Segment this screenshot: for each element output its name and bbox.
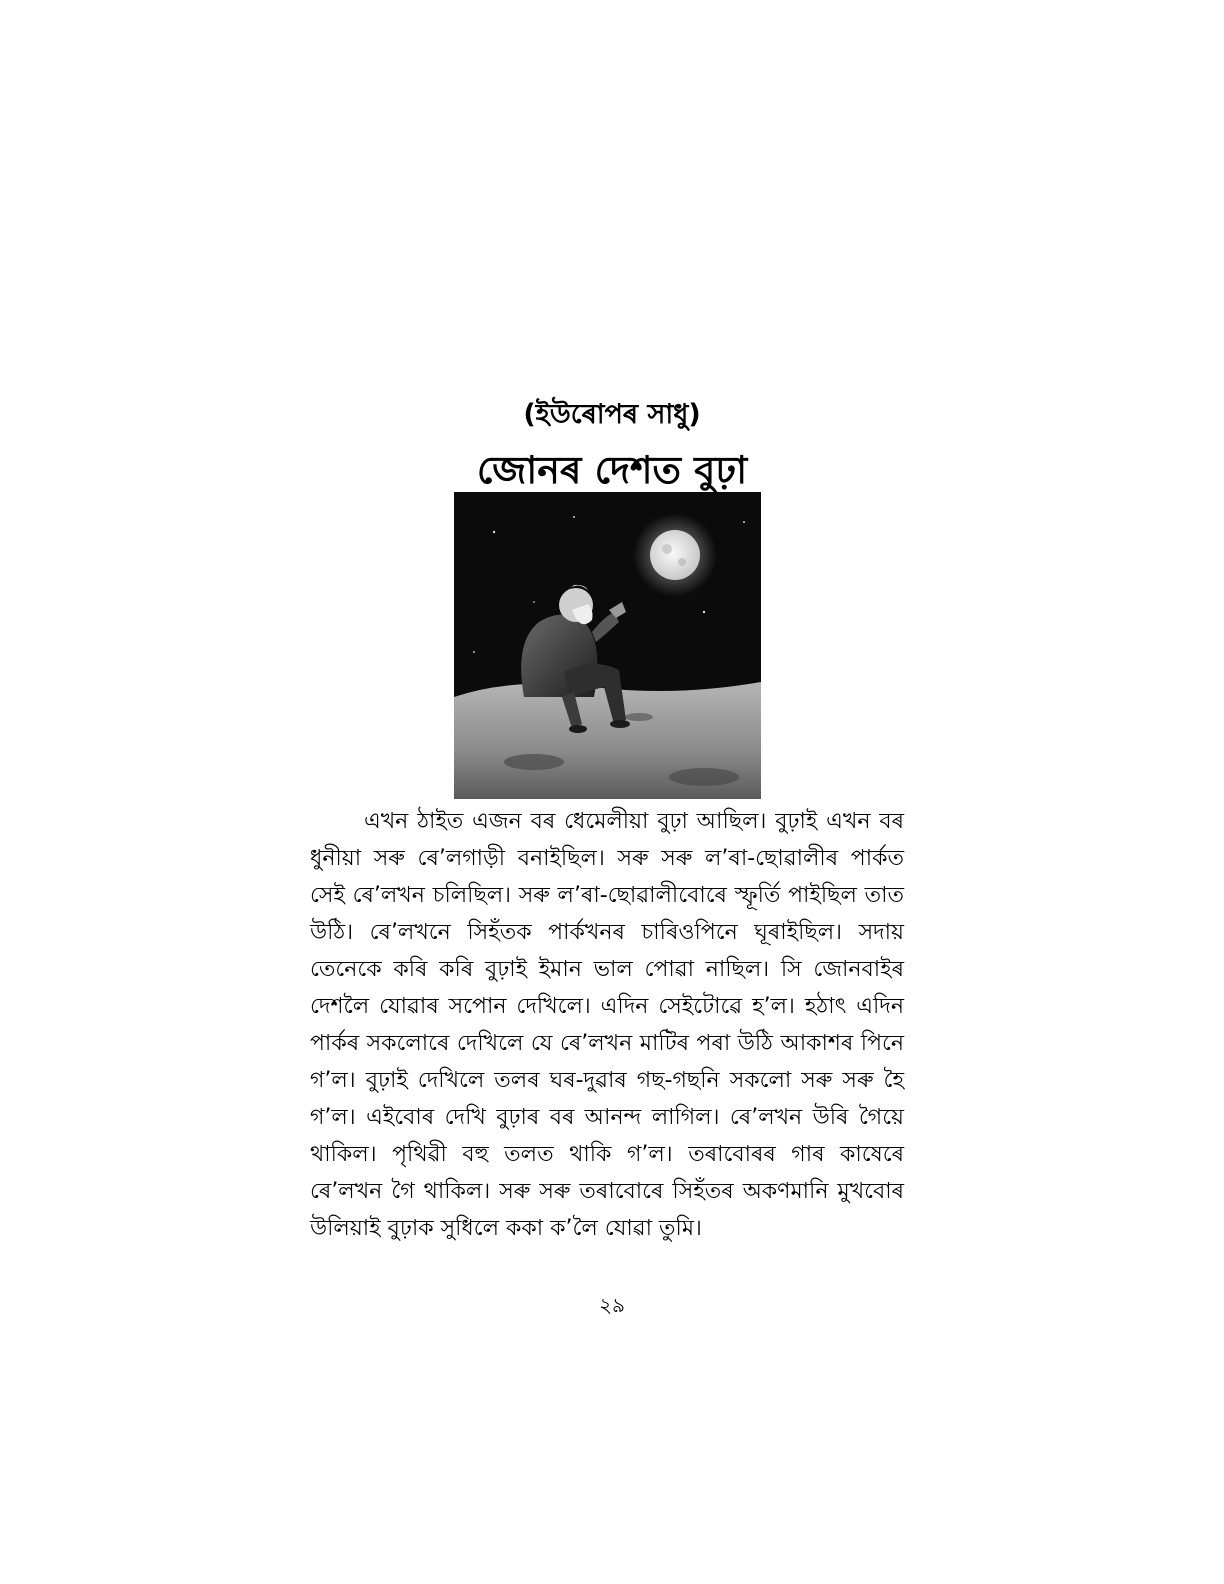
page-number: ২৯: [599, 1293, 625, 1317]
story-collection-label: (ইউৰোপৰ সাধু): [523, 399, 701, 430]
story-illustration: [454, 492, 761, 799]
story-paragraph: এখন ঠাইত এজন বৰ ধেমেলীয়া বুঢ়া আছিল। বুঢ়াই এখন বৰ ধুনীয়া সৰু ৰে’লগাড়ী বনাইছিল। সৰু সৰু ল’ৰা-ছোৱালীৰ পাৰ্কত সেই ৰে’লখন চলিছিল। সৰু ল’ৰা-ছোৱালীবোৰে স্ফূৰ্তি পাইছিল তাত উঠি। ৰে’লখনে সিহঁতক পাৰ্কখনৰ চাৰিওপিনে ঘূৰাইছিল। সদায় তেনেকে কৰি কৰি বুঢ়াই ইমান ভাল পোৱা নাছিল। সি জোনবাইৰ দেশলৈ যোৱাৰ সপোন দেখিলে। এদিন সেইটোৱে হ’ল। হঠাৎ এদিন পাৰ্কৰ সকলোৰে দেখিলে যে ৰে’লখন মাটিৰ পৰা উঠি আকাশৰ পিনে গ’ল। বুঢ়াই দেখিলে তলৰ ঘৰ-দুৱাৰ গছ-গছনি সকলো সৰু সৰু হৈ গ’ল। এইবোৰ দেখি বুঢ়াৰ বৰ আনন্দ লাগিল। ৰে’লখন উৰি গৈয়ে থাকিল। পৃথিৱী বহু তলত থাকি গ’ল। তৰাবোৰৰ গাৰ কাষেৰে ৰে’লখন গৈ থাকিল। সৰু সৰু তৰাবোৰে সিহঁতৰ অকণমানি মুখবোৰ উলিয়াই বুঢ়াক সুধিলে ককা ক’লৈ যোৱা তুমি।: [310, 809, 904, 1241]
story-title: জোনৰ দেশত বুঢ়া: [476, 448, 748, 492]
old-man-on-moon-image: [454, 492, 761, 799]
moon-icon: [650, 530, 700, 580]
story-body: [310, 803, 904, 1247]
